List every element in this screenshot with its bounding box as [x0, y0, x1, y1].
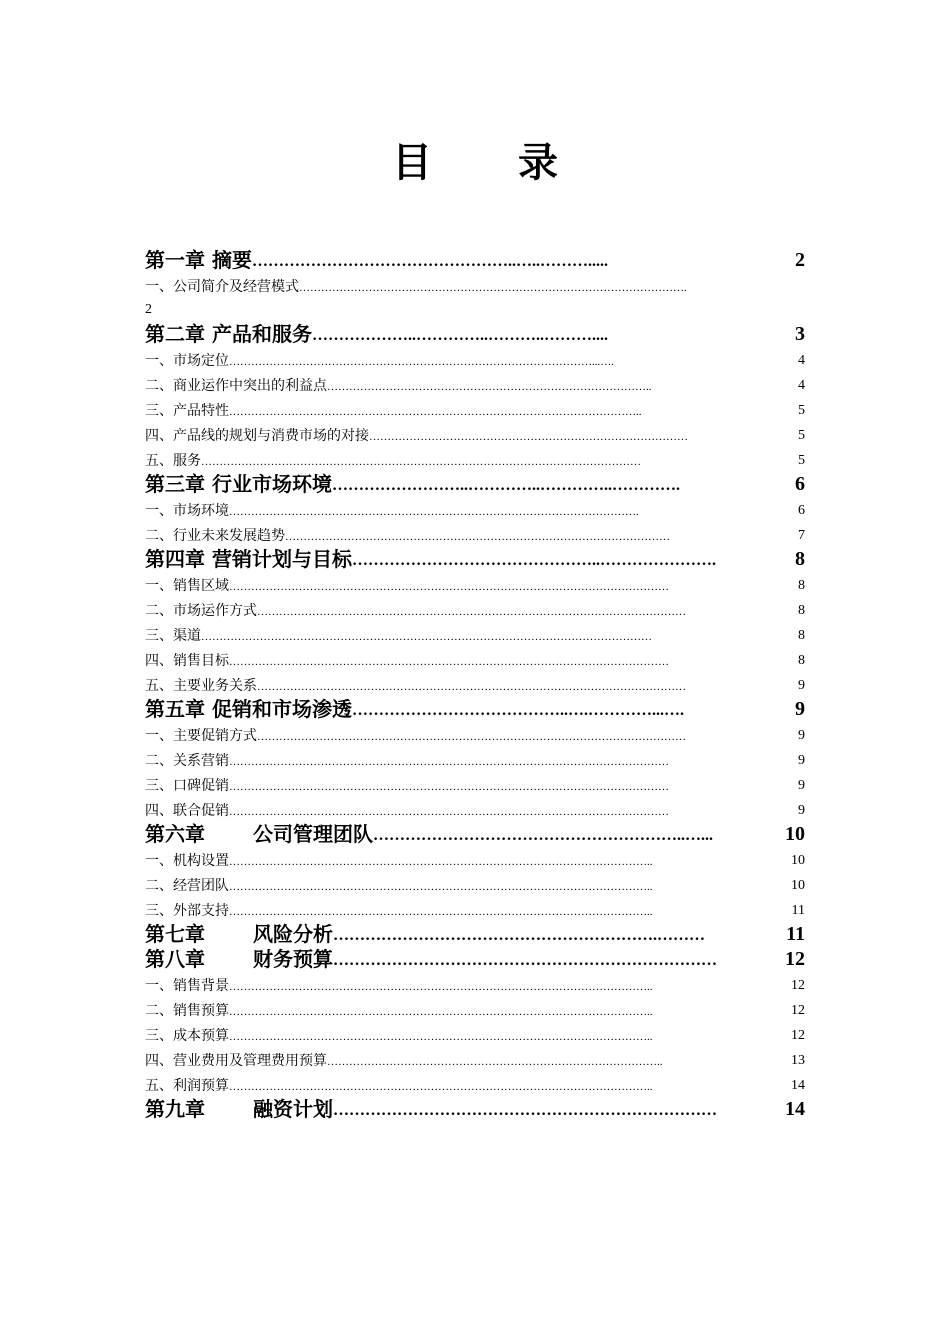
toc-entry-label: 一、主要促销方式: [145, 728, 257, 744]
toc-chapter-entry[interactable]: [145, 472, 805, 497]
toc-entry-label: 五、主要业务关系: [145, 678, 257, 694]
toc-entry-label: 三、产品特性: [145, 403, 229, 419]
toc-dot-leader: ……………………………………………………………………………………………………..: [229, 906, 653, 918]
toc-chapter-entry[interactable]: [145, 697, 805, 722]
toc-page-number: 12: [791, 978, 805, 993]
toc-entry-label: 第八章: [145, 947, 205, 971]
toc-section-entry[interactable]: [145, 747, 805, 772]
toc-dot-leader: ………………………………………………………………………………..: [327, 1056, 663, 1068]
toc-chapter-entry[interactable]: [145, 248, 805, 273]
toc-dot-leader: …………………………………………………………………………………………………………: [229, 781, 669, 793]
toc-dot-leader: …………………………………………………………………………………………….: [299, 282, 687, 294]
toc-section-entry[interactable]: [145, 872, 805, 897]
toc-entry-label: 二、商业运作中突出的利益点: [145, 378, 327, 394]
toc-page-number: 3: [795, 323, 805, 345]
toc-entry-label: 五、服务: [145, 453, 201, 469]
toc-page-number: 2: [795, 249, 805, 271]
toc-dot-leader: ………………..…………..………..………....: [311, 327, 608, 344]
toc-section-entry[interactable]: [145, 273, 805, 298]
table-of-contents: [145, 248, 805, 1122]
toc-dot-leader: ………………………………………………………………………………………...….: [229, 356, 614, 368]
toc-page-number: 8: [798, 653, 805, 668]
toc-page-number: 12: [791, 1003, 805, 1018]
toc-entry-label: 四、销售目标: [145, 653, 229, 669]
toc-section-entry[interactable]: [145, 1047, 805, 1072]
toc-page-number: 14: [785, 1098, 805, 1120]
toc-chapter-entry[interactable]: [145, 947, 805, 972]
toc-section-entry[interactable]: [145, 722, 805, 747]
toc-section-entry[interactable]: [145, 397, 805, 422]
toc-entry-label: 一、市场定位: [145, 353, 229, 369]
toc-page-number: 8: [798, 603, 805, 618]
toc-entry-label: 第二章 产品和服务: [145, 322, 312, 346]
toc-dot-leader: …………………………………………..…..……….....: [251, 253, 608, 270]
toc-entry-label: 二、行业未来发展趋势: [145, 528, 285, 544]
toc-entry-label: 四、营业费用及管理费用预算: [145, 1053, 327, 1069]
toc-dot-leader: ………………………………………………………………………………………………………: [257, 731, 686, 743]
toc-dot-leader: ……………………………………………………………………………………………………..: [229, 856, 653, 868]
toc-entry-label: 四、产品线的规划与消费市场的对接: [145, 428, 369, 444]
toc-section-entry[interactable]: [145, 997, 805, 1022]
toc-section-entry[interactable]: [145, 1022, 805, 1047]
toc-page-number: 11: [786, 923, 805, 945]
toc-chapter-entry[interactable]: [145, 547, 805, 572]
toc-page-number: 5: [798, 428, 805, 443]
toc-section-entry[interactable]: [145, 372, 805, 397]
toc-dot-leader: ……………………………………………………………………………………………………..: [229, 1081, 653, 1093]
toc-page-number: 9: [798, 778, 805, 793]
toc-section-entry[interactable]: [145, 897, 805, 922]
toc-section-entry[interactable]: [145, 422, 805, 447]
toc-page-number: 10: [785, 823, 805, 845]
toc-page-number: 10: [791, 878, 805, 893]
page-title: 目 录: [392, 140, 594, 186]
toc-section-entry[interactable]: [145, 672, 805, 697]
toc-entry-title: 公司管理团队: [253, 822, 373, 846]
toc-chapter-entry[interactable]: [145, 822, 805, 847]
toc-entry-label: 第一章 摘要: [145, 248, 252, 272]
toc-entry-label: 第七章: [145, 922, 205, 946]
toc-page-number: 12: [785, 948, 805, 970]
toc-section-entry[interactable]: [145, 572, 805, 597]
toc-dot-leader: …………………………………………………….………: [333, 927, 705, 944]
toc-entry-label: 第五章 促销和市场渗透: [145, 697, 352, 721]
toc-entry-label: 三、外部支持: [145, 903, 229, 919]
toc-dot-leader: ……………………………………………………………………………………………………..: [229, 1006, 653, 1018]
toc-entry-label: 三、渠道: [145, 628, 201, 644]
toc-section-entry[interactable]: [145, 797, 805, 822]
toc-section-entry[interactable]: [145, 647, 805, 672]
toc-page-number: 4: [798, 378, 805, 393]
toc-page-number: 8: [798, 628, 805, 643]
toc-page-number: 10: [791, 853, 805, 868]
toc-entry-label: 第四章 营销计划与目标: [145, 547, 352, 571]
toc-dot-leader: …………………………………………………………………………………………………..: [229, 406, 642, 418]
toc-page-number: 9: [798, 753, 805, 768]
toc-dot-leader: ……………………………………………………………………………………………………..: [229, 981, 653, 993]
toc-entry-label: 二、经营团队: [145, 878, 229, 894]
toc-dot-leader: ……………………………………………………………………………………………………………: [201, 631, 652, 643]
toc-entry-label: 三、成本预算: [145, 1028, 229, 1044]
toc-dot-leader: …………………………………..….…………...….: [351, 702, 684, 719]
toc-dot-leader: ………………………………………………………………………………………………………: [257, 681, 686, 693]
toc-entry-label: 一、市场环境: [145, 503, 229, 519]
toc-dot-leader: ………………………………………..………………….: [351, 552, 716, 569]
toc-entry-title: 财务预算: [253, 947, 333, 971]
toc-dot-leader: …………………………………………………..…...: [373, 827, 713, 844]
toc-dot-leader: ………………………………………………………………………………………………….: [229, 506, 639, 518]
toc-dot-leader: ……………………………………………………………………………………………: [285, 531, 670, 543]
toc-dot-leader: ……………………………………………………………………………..: [327, 381, 652, 393]
toc-dot-leader: ……………………..…………..…………..………….: [331, 477, 680, 494]
toc-entry-label: 二、市场运作方式: [145, 603, 257, 619]
toc-entry-label: 二、关系营销: [145, 753, 229, 769]
toc-section-entry[interactable]: [145, 347, 805, 372]
toc-dot-leader: …………………………………………………………………………………………………………: [229, 581, 669, 593]
toc-page-number: 9: [798, 803, 805, 818]
toc-page-number: 6: [798, 503, 805, 518]
toc-section-entry[interactable]: [145, 772, 805, 797]
toc-page-number: 9: [798, 678, 805, 693]
toc-section-entry[interactable]: [145, 847, 805, 872]
toc-page-number: 9: [798, 728, 805, 743]
toc-dot-leader: ……………………………………………………………………………: [369, 431, 688, 443]
toc-page-number: 7: [798, 528, 805, 543]
toc-section-entry[interactable]: [145, 497, 805, 522]
toc-entry-label: 一、销售背景: [145, 978, 229, 994]
toc-page-number: 14: [791, 1078, 805, 1093]
toc-entry-label: 第九章: [145, 1097, 205, 1121]
toc-entry-label: 一、公司简介及经营模式: [145, 279, 299, 295]
toc-chapter-entry[interactable]: [145, 1097, 805, 1122]
toc-section-entry[interactable]: [145, 597, 805, 622]
toc-dot-leader: ……………………………………………………………………………………………………..: [229, 881, 653, 893]
toc-page-number: 6: [795, 473, 805, 495]
toc-page-number: 9: [795, 698, 805, 720]
toc-entry-label: 三、口碑促销: [145, 778, 229, 794]
toc-dot-leader: ………………………………………………………………: [333, 1102, 717, 1119]
toc-section-entry[interactable]: [145, 1072, 805, 1097]
toc-page-number: 12: [791, 1028, 805, 1043]
toc-entry-label: 第六章: [145, 822, 205, 846]
toc-dot-leader: ………………………………………………………………: [333, 952, 717, 969]
toc-page-number: 4: [798, 353, 805, 368]
toc-dot-leader: …………………………………………………………………………………………………………: [201, 456, 641, 468]
toc-page-number: 5: [798, 403, 805, 418]
toc-section-entry[interactable]: [145, 622, 805, 647]
toc-entry-label: 二、销售预算: [145, 1003, 229, 1019]
toc-page-number: 8: [798, 578, 805, 593]
toc-page-number: 11: [791, 903, 805, 918]
toc-page-number: 13: [791, 1053, 805, 1068]
toc-entry-label: 一、销售区域: [145, 578, 229, 594]
toc-chapter-entry[interactable]: [145, 322, 805, 347]
toc-dot-leader: ………………………………………………………………………………………………………: [257, 606, 686, 618]
toc-dot-leader: …………………………………………………………………………………………………………: [229, 656, 669, 668]
toc-entry-title: 风险分析: [253, 922, 333, 946]
toc-page-number: 5: [798, 453, 805, 468]
toc-section-entry[interactable]: [145, 972, 805, 997]
toc-chapter-entry[interactable]: [145, 922, 805, 947]
toc-entry-title: 融资计划: [253, 1097, 333, 1121]
toc-dot-leader: …………………………………………………………………………………………………………: [229, 756, 669, 768]
toc-section-entry[interactable]: [145, 522, 805, 547]
toc-entry-label: 五、利润预算: [145, 1078, 229, 1094]
toc-entry-label: 一、机构设置: [145, 853, 229, 869]
toc-entry-label: 第三章 行业市场环境: [145, 472, 332, 496]
toc-section-entry[interactable]: [145, 447, 805, 472]
toc-page-number: 8: [795, 548, 805, 570]
toc-dot-leader: …………………………………………………………………………………………………………: [229, 806, 669, 818]
toc-entry-label: 四、联合促销: [145, 803, 229, 819]
toc-page-number-wrapped: 2: [145, 302, 152, 317]
toc-dot-leader: ……………………………………………………………………………………………………..: [229, 1031, 653, 1043]
